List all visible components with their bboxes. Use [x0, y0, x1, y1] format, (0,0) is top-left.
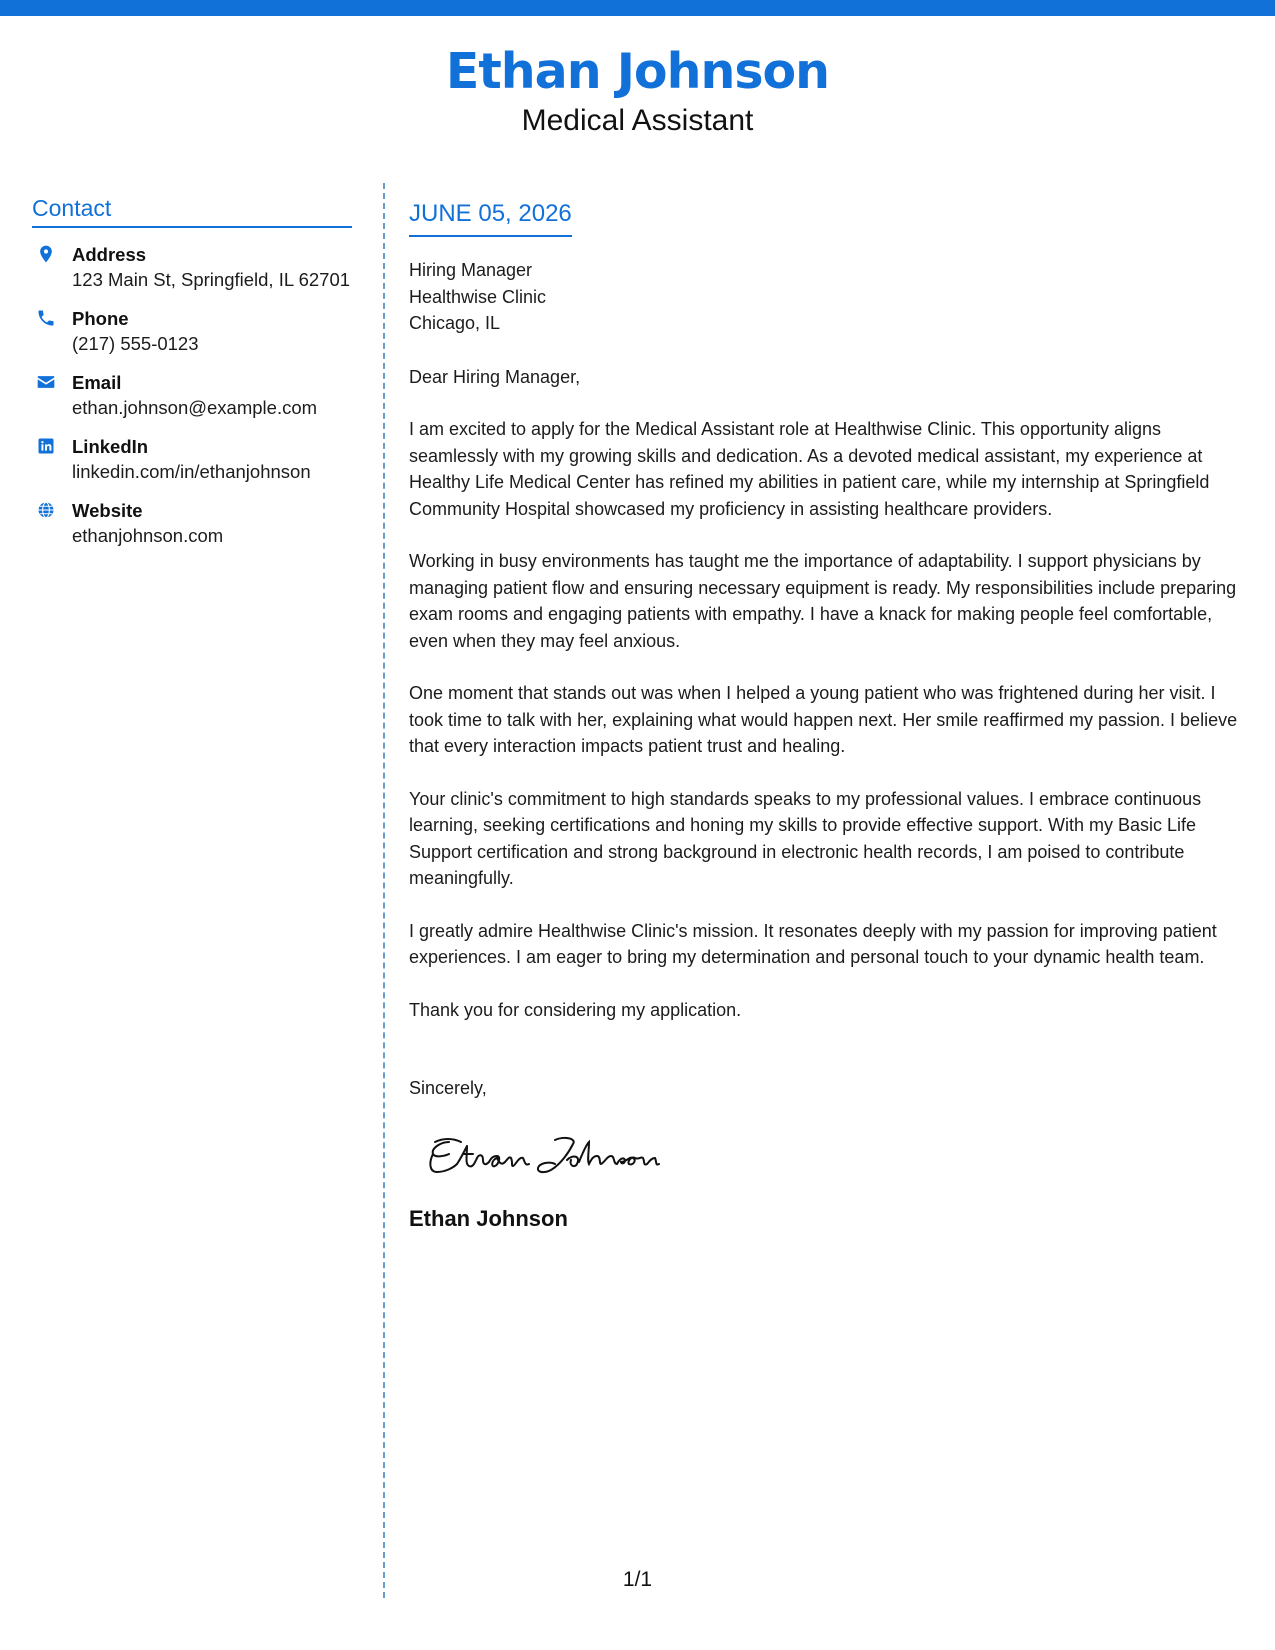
contact-label: Email [72, 372, 122, 393]
contact-value: 123 Main St, Springfield, IL 62701 [72, 269, 351, 290]
phone-icon [32, 306, 72, 328]
page-number: 1/1 [622, 1568, 653, 1591]
contact-value: ethan.johnson@example.com [72, 397, 318, 418]
contact-label: LinkedIn [72, 436, 149, 457]
contact-value: ethanjohnson.com [72, 525, 224, 546]
top-accent-bar [0, 0, 1275, 16]
contact-item-email [32, 370, 352, 420]
contact-item-website [32, 498, 352, 548]
column-divider [383, 183, 385, 1598]
letter-paragraph: I greatly admire Healthwise Clinic's mission. It resonates deeply with my passion for improving patient experiences. I am eager to bring my determination and personal touch to your dynamic health team. [409, 920, 1217, 967]
recipient-line: Chicago, IL [409, 313, 501, 333]
letter-paragraph: Thank you for considering my application. [409, 999, 742, 1020]
contact-sidebar [32, 195, 352, 562]
location-pin-icon [32, 242, 72, 264]
recipient-line: Healthwise Clinic [409, 286, 547, 307]
letter-body [409, 199, 1249, 1232]
contact-value: linkedin.com/in/ethanjohnson [72, 461, 311, 482]
contact-item-linkedin [32, 434, 352, 484]
signer-name: Ethan Johnson [409, 1205, 568, 1231]
contact-item-phone [32, 306, 352, 356]
globe-icon [32, 498, 72, 520]
salutation: Dear Hiring Manager, [409, 366, 581, 387]
contact-label: Address [72, 244, 147, 265]
contact-item-address [32, 242, 352, 292]
letter-paragraph: Working in busy environments has taught me the importance of adaptability. I support physicians by managing patient flow and ensuring necessary equipment is ready. My responsibilities include preparing exam rooms and engaging patients with empathy. I have a knack for making people feel comfortable, even when they may feel anxious. [409, 551, 1237, 651]
recipient-block [409, 257, 1249, 337]
handwritten-signature [427, 1132, 1249, 1180]
letter-paragraph: One moment that stands out was when I helped a young patient who was frightened during her visit. I took time to talk with her, explaining what would happen next. Her smile reaffirmed my passion. I believe that every interaction impacts patient trust and healing. [409, 683, 1238, 756]
letter-paragraph: Your clinic's commitment to high standards speaks to my professional values. I embrace continuous learning, seeking certifications and honing my skills to provide effective support. With my Basic Life Support certification and strong background in electronic health records, I am poised to contribute meaningfully. [409, 788, 1202, 888]
linkedin-icon [32, 434, 72, 456]
email-icon [32, 370, 72, 392]
contact-label: Website [72, 500, 143, 521]
letter-date: JUNE 05, 2026 [409, 199, 572, 237]
letter-paragraph: I am excited to apply for the Medical Assistant role at Healthwise Clinic. This opportunity aligns seamlessly with my growing skills and dedication. As a devoted medical assistant, my experience at Healthy Life Medical Center has refined my abilities in patient care, while my internship at Springfield Community Hospital showcased my proficiency in assisting healthcare providers. [409, 419, 1210, 519]
closing: Sincerely, [409, 1078, 487, 1098]
contact-label: Phone [72, 308, 129, 329]
job-title: Medical Assistant [521, 104, 754, 137]
contact-value: (217) 555-0123 [72, 333, 199, 354]
recipient-line: Hiring Manager [409, 260, 533, 280]
contact-heading: Contact [32, 195, 352, 228]
applicant-name: Ethan Johnson [445, 43, 830, 100]
header [0, 40, 1275, 138]
